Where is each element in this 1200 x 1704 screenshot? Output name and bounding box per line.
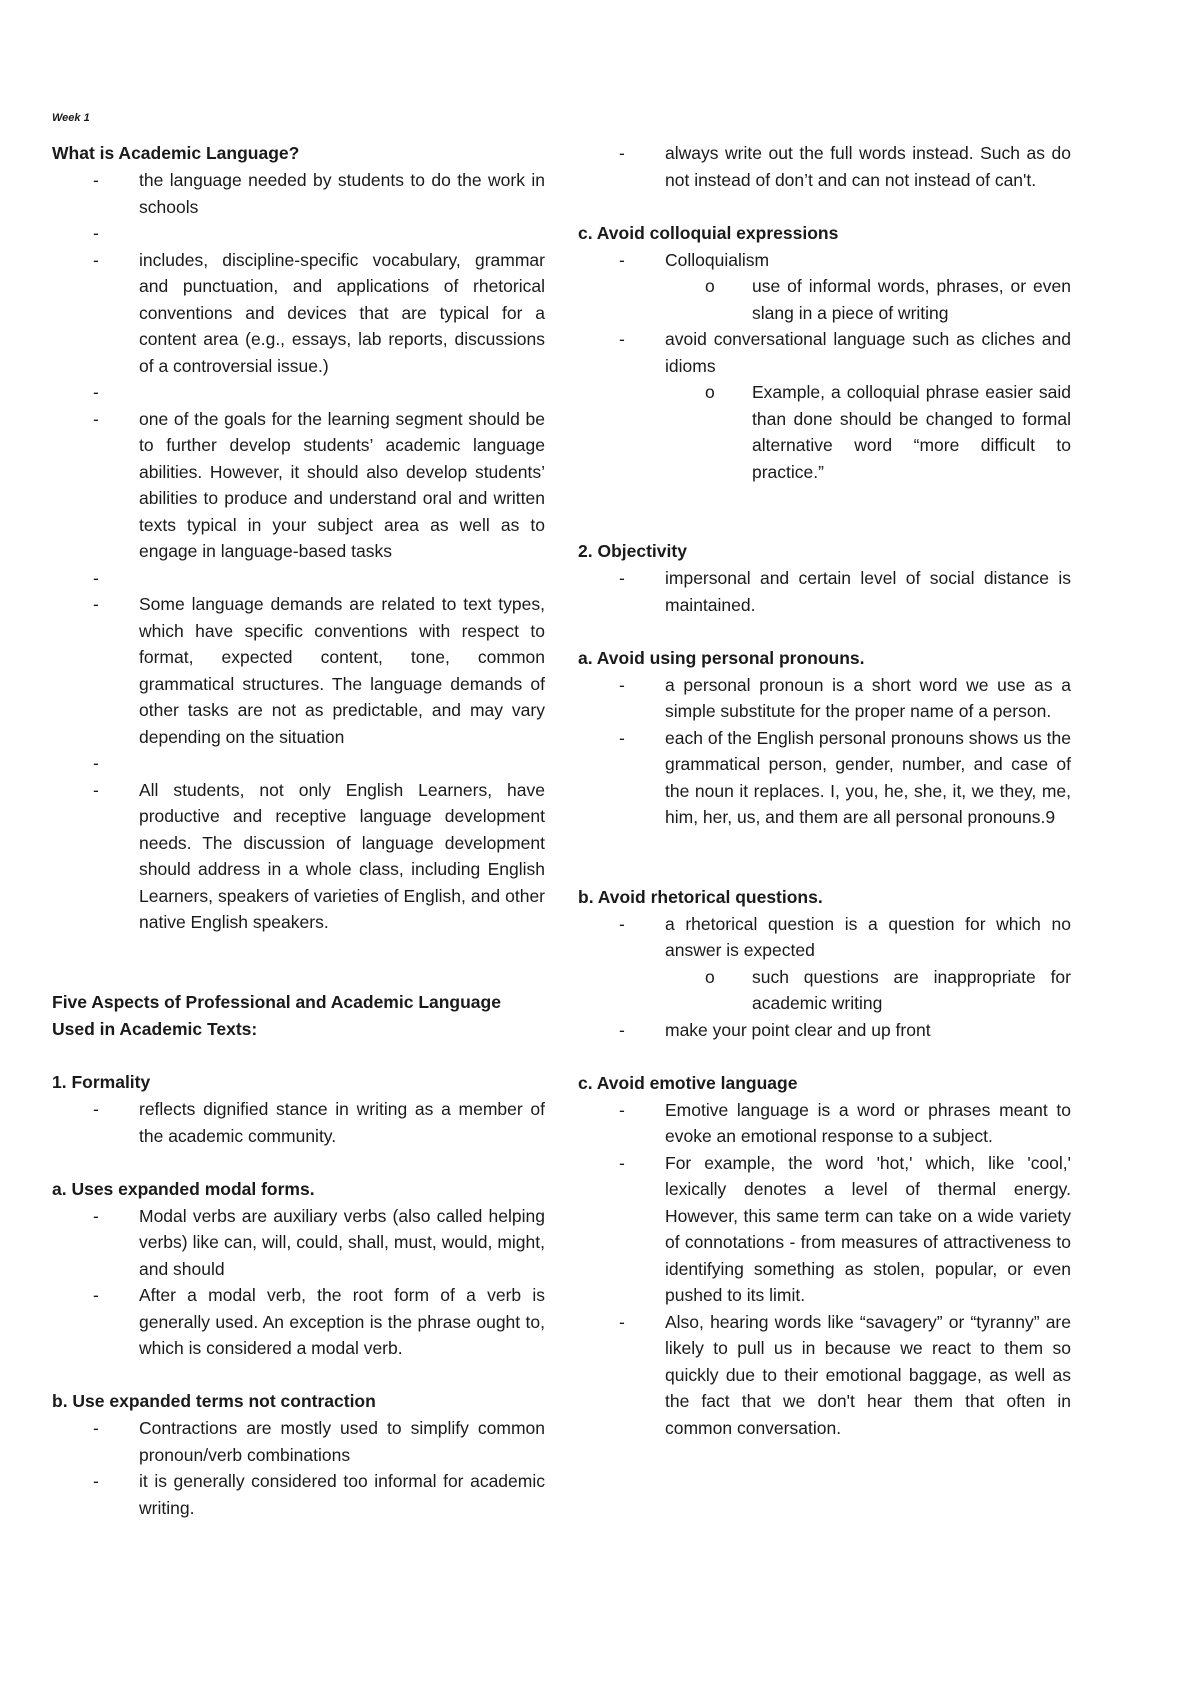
heading-modal-forms: a. Uses expanded modal forms. bbox=[52, 1178, 315, 1199]
colloquial-sublist-2 bbox=[578, 379, 1071, 485]
list-item: - reflects dignified stance in writing as a member of the academic community. bbox=[52, 1096, 545, 1149]
heading-expanded-terms: b. Use expanded terms not contraction bbox=[52, 1391, 376, 1411]
objectivity-list bbox=[578, 565, 1071, 618]
contraction-cont-list bbox=[578, 140, 1071, 193]
spacer bbox=[578, 485, 1071, 538]
heading-objectivity: 2. Objectivity bbox=[578, 541, 687, 561]
list-item: - a personal pronoun is a short word we use as a simple substitute for the proper name of a person. bbox=[578, 672, 1071, 725]
emotive-list bbox=[578, 1097, 1071, 1442]
expanded-list bbox=[52, 1415, 545, 1521]
list-item: - Some language demands are related to text types, which have specific conventions with respect to format, expected content, tone, common grammatical structures. The language demands of other tasks are not as predictable, and may vary depending on the situation bbox=[52, 591, 545, 750]
list-item: - always write out the full words instead. Such as do not instead of don’t and can not instead of can't. bbox=[578, 140, 1071, 193]
spacer bbox=[578, 618, 1071, 645]
list-item: - impersonal and certain level of social distance is maintained. bbox=[578, 565, 1071, 618]
heading-rhetorical: b. Avoid rhetorical questions. bbox=[578, 886, 823, 907]
list-item: - avoid conversational language such as cliches and idioms bbox=[578, 326, 1071, 379]
left-column bbox=[52, 140, 545, 1521]
list-item: - each of the English personal pronouns shows us the grammatical person, gender, number, and case of the noun it replaces. I, you, he, she, it, we they, me, him, her, us, and them are all personal pronouns.9 bbox=[578, 725, 1071, 831]
heading-five-aspects: Five Aspects of Professional and Academic Language Used in Academic Texts: bbox=[52, 991, 501, 1039]
sub-list-item: o Example, a colloquial phrase easier said than done should be changed to formal alternative word “more difficult to practice.” bbox=[665, 379, 1071, 485]
spacer bbox=[52, 1362, 545, 1389]
colloquial-list bbox=[578, 247, 1071, 274]
sub-list-item: o such questions are inappropriate for academic writing bbox=[665, 964, 1071, 1017]
spacer bbox=[578, 193, 1071, 220]
heading-emotive: c. Avoid emotive language bbox=[578, 1072, 798, 1093]
right-column bbox=[578, 140, 1071, 1441]
list-item: - Modal verbs are auxiliary verbs (also called helping verbs) like can, will, could, shall, must, would, might, and should bbox=[52, 1203, 545, 1283]
spacer bbox=[578, 1043, 1071, 1070]
spacer bbox=[578, 831, 1071, 884]
list-item: - includes, discipline-specific vocabulary, grammar and punctuation, and applications of rhetorical conventions and devices that are typical for a content area (e.g., essays, lab reports, discussions of a controversial issue.) bbox=[52, 247, 545, 380]
list-item: - the language needed by students to do the work in schools bbox=[52, 167, 545, 220]
heading-personal-pronouns: a. Avoid using personal pronouns. bbox=[578, 647, 865, 668]
spacer bbox=[52, 379, 545, 406]
colloquial-list-2 bbox=[578, 326, 1071, 379]
sub-list-item: o use of informal words, phrases, or even slang in a piece of writing bbox=[665, 273, 1071, 326]
list-item: - For example, the word 'hot,' which, like 'cool,' lexically denotes a level of thermal energy. However, this same term can take on a wide variety of connotations - from measures of attractiveness to identifying something as stolen, popular, or even pushed to its limit. bbox=[578, 1150, 1071, 1309]
list-item: - it is generally considered too informal for academic writing. bbox=[52, 1468, 545, 1521]
rhetorical-list bbox=[578, 911, 1071, 964]
list-item: - make your point clear and up front bbox=[578, 1017, 1071, 1044]
list-item: - Emotive language is a word or phrases meant to evoke an emotional response to a subject. bbox=[578, 1097, 1071, 1150]
list-item: - All students, not only English Learners, have productive and receptive language development needs. The discussion of language development should address in a whole class, including English Learners, speakers of varieties of English, and other native English speakers. bbox=[52, 777, 545, 936]
list-item: - Colloquialism bbox=[578, 247, 1071, 274]
spacer bbox=[52, 1149, 545, 1176]
list-item: - a rhetorical question is a question for which no answer is expected bbox=[578, 911, 1071, 964]
colloquial-sublist bbox=[578, 273, 1071, 326]
spacer bbox=[52, 565, 545, 592]
rhetorical-sublist bbox=[578, 964, 1071, 1017]
pronoun-list bbox=[578, 672, 1071, 831]
spacer bbox=[52, 750, 545, 777]
spacer bbox=[52, 1043, 545, 1070]
heading-colloquial: c. Avoid colloquial expressions bbox=[578, 222, 839, 243]
spacer bbox=[52, 936, 545, 989]
rhetorical-list-2 bbox=[578, 1017, 1071, 1044]
list-item: - After a modal verb, the root form of a verb is generally used. An exception is the phrase ought to, which is considered a modal verb. bbox=[52, 1282, 545, 1362]
list-item: - Contractions are mostly used to simplify common pronoun/verb combinations bbox=[52, 1415, 545, 1468]
heading-academic-language: What is Academic Language? bbox=[52, 143, 300, 163]
week-label: Week 1 bbox=[52, 112, 90, 124]
spacer bbox=[52, 220, 545, 247]
list-item: - Also, hearing words like “savagery” or “tyranny” are likely to pull us in because we react to them so quickly due to their emotional baggage, as well as the fact that we don't hear them that often in common conversation. bbox=[578, 1309, 1071, 1442]
academic-language-list bbox=[52, 167, 545, 936]
modal-list bbox=[52, 1203, 545, 1362]
heading-formality: 1. Formality bbox=[52, 1072, 151, 1092]
formality-list bbox=[52, 1096, 545, 1149]
list-item: - one of the goals for the learning segment should be to further develop students’ academic language abilities. However, it should also develop students’ abilities to produce and understand oral and written texts typical in your subject area as well as to engage in language-based tasks bbox=[52, 406, 545, 565]
